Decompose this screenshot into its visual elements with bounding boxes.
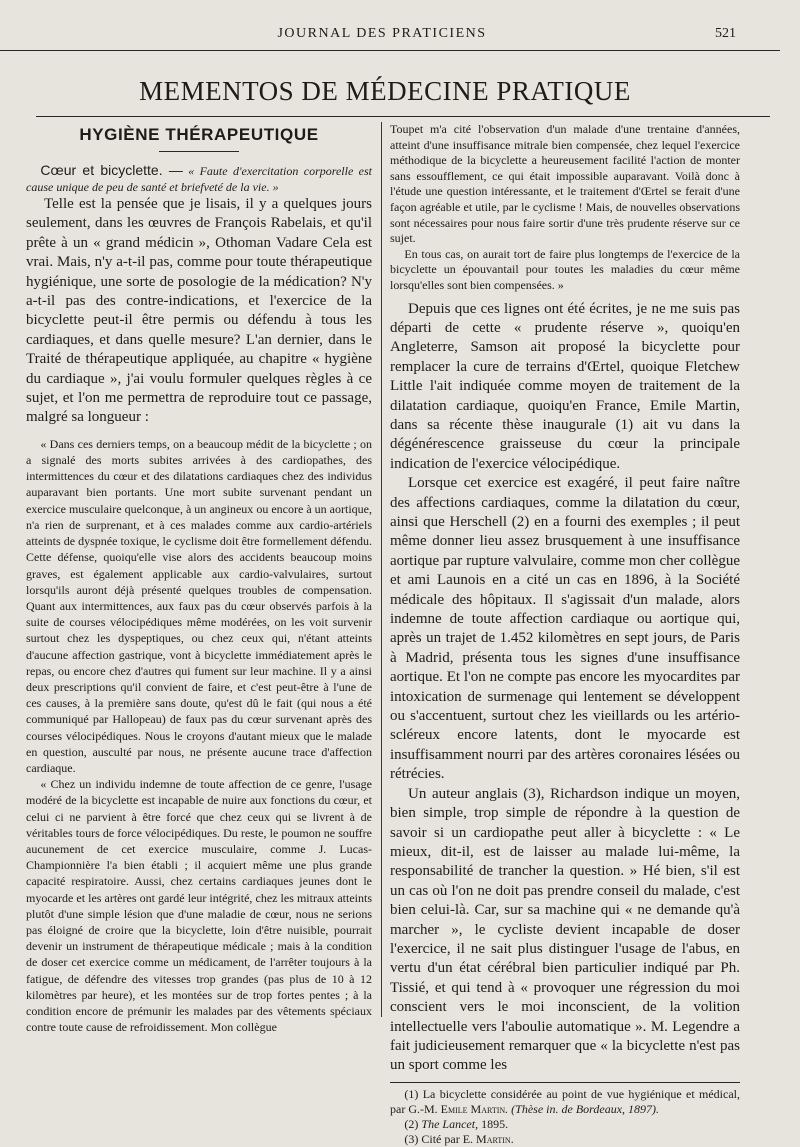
quote-continuation: Toupet m'a cité l'observation d'un malade d'une trentaine d'années, atteint d'une insuffisance mitrale bien compensée, chez lequel l'exercice méthodique de la bicyclette a heureusement facilité l'action de monter sans essoufflement, ce qui était impossible auparavant. Voilà donc à l'étude une question intéressante, et le traitement d'Œrtel se ferait d'une façon agréable et utile, par le cyclisme ! Mais, de nouvelles observations sont nécessaires pour nous faire sortir d'une très prudente réserve sur ce sujet.	[390, 122, 740, 246]
lead-epigraph: « Faute d'exercitation corporelle est cause unique de peu de santé et briefveté de la vie. »	[26, 163, 372, 194]
section-heading: HYGIÈNE THÉRAPEUTIQUE	[79, 125, 319, 144]
quote-paragraph: « Dans ces derniers temps, on a beaucoup médit de la bicyclette ; on a signalé des morts subites arrivées à des cardiopathes, des intermittences du cœur et des dilatations cardiaques chez des individus auparavant bien portants. Une mort subite survenant pendant un exercice musculaire quelconque, à un angineux ou encore à un aortique, n'a rien de surprenant, et à ces malades comme aux cardio-artériels atteints de dyspnée toxique, le cyclisme doit être formellement défendu. Cette défense, quoiqu'elle vise alors des accidents beaucoup moins graves, est également applicable aux cardio-valvulaires, surtout lorsqu'ils auront déjà présenté quelques troubles de compensation. Quant aux intermittences, aux faux pas du cœur observés parfois à la suite de courses vélocipédiques même modérées, on les voit survenir surtout chez les dyspeptiques, ou chez ceux qui, n'étant atteints d'aucune affection gastrique, vont à bicyclette immédiatement après le repas, ou encore chez d'autres qui fument sur leur machine. Il y a ainsi deux prescriptions qu'il convient de faire, et c'est peut-être à l'une de ces causes, à la première sans doute, qu'est dû le fait (qui nous a été communiqué par Hallopeau) de faux pas du cœur survenant après des courses vélocipédiques. Nous le croyons d'autant mieux que le malade en question, ausculté par nous, ne présente aucune trace d'affection cardiaque.	[26, 436, 372, 775]
quote-paragraph: « Chez un individu indemne de toute affection de ce genre, l'usage modéré de la bicyclette est incapable de nuire aux fonctions du cœur, et celui ci ne parvient à être forcé que chez ceux qui se livrent à de véritables tours de force vélocipédiques. Du reste, le poumon ne souffre aucunement de cet exercice musculaire, comme J. Lucas-Championnière l'a bien établi ; il acquiert même une plus grande capacité respiratoire. Aussi, chez certains cardiaques jeunes dont le myocarde et les artères ont gardé leur intégrité, chez les mitraux atteints plutôt d'une simple lésion que d'une maladie de cœur, nous ne serions pas éloigné de croire que la bicyclette, loin d'être nuisible, pourrait devenir un instrument de thérapeutique médicale ; mais à la condition de doser cet exercice comme un médicament, de l'arrêter toujours à la fatigue, de défendre des vitesses trop grandes (pas plus de 10 à 12 kilomètres par heure), et les montées sur de trop fortes pentes ; à la condition encore de prémunir les malades par des vêtements spéciaux contre toute cause de refroidissement. Mon collègue	[26, 777, 372, 1035]
title-rule	[36, 116, 770, 117]
left-column	[26, 122, 372, 1035]
section-heading-rule	[159, 151, 239, 152]
body-paragraph: Un auteur anglais (3), Richardson indique un moyen, bien simple, trop simple de répondre à la question de savoir si un cardiopathe peut aller à bicyclette : « Le mieux, dit-il, est de laisser au malade lui-même, la responsabilité de trancher la question. » Hé bien, s'il est un cas où l'on ne doit pas prendre conseil du malade, c'est bien celui-là. Car, sur sa machine qui « ne demande qu'à marcher », le cycliste devient incapable de doser l'exercice, il ne sait plus distinguer l'usage de l'abus, en vertu d'un état cérébral bien particulier indiqué par Ph. Tissié, et qui tend à « provoquer une régression du moi conscient vers le moi inconscient, de la volition intellectuelle vers l'aboulie automatique ». M. Legendre a fait judicieusement remarquer que « la bicyclette n'est pas un sport comme les	[390, 785, 740, 1074]
body-paragraph: Lorsque cet exercice est exagéré, il peut faire naître des affections cardiaques, comme la dilatation du cœur, ainsi que Herschell (2) en a fourni des exemples ; il peut même donner lieu assez brusquement à une insuffisance aortique par rupture valvulaire, comme mon cher collègue et ami Launois en a cité un cas en 1896, à la Société médicale des hôpitaux. Il s'agissait d'un malade, alors indemne de toute affection cardiaque ou aortique qui, après un trajet de 1.452 kilomètres en sept jours, de Paris à Madrid, présenta tous les signes d'une insuffisance aortique. Et l'on ne compte pas encore les myocardites par intoxication de surmenage qui lentement se développent ou s'accentuent, surtout chez les vieillards ou les artério-scléreux encore latents, dont le myocarde est insuffisamment nourri par des artères coronaires lésées ou rétrécies.	[390, 475, 740, 783]
page-number: 521	[715, 26, 736, 41]
right-column	[390, 122, 740, 1147]
lead-paragraph	[26, 162, 372, 195]
running-title: JOURNAL DES PRATICIENS	[277, 26, 487, 41]
quote-paragraph: En tous cas, on aurait tort de faire plus longtemps de l'exercice de la bicyclette un épouvantail pour toutes les maladies du cœur même lorsqu'elles sont bien compensées. »	[390, 246, 740, 292]
footnote-2: (2) The Lancet, 1895.	[404, 1116, 509, 1131]
footnote-1: (1) La bicyclette considérée au point de vue hygiénique et médical, par G.-M. Emile Martin. (Thèse in. de Bordeaux, 1897).	[390, 1086, 740, 1116]
body-paragraph: Telle est la pensée que je lisais, il y a quelques jours seulement, dans les œuvres de François Rabelais, et qu'il prête à un « grand médicin », Othoman Vadare Cela est vrai. Mais, n'y a-t-il pas, comme pour toute thérapeutique hygiénique, une sorte de posologie de la médication? N'y a-t-il pas des contre-indications, et l'exercice de la bicyclette peut-il être permis ou défendu à tous les cardiaques, et dans quelle mesure? L'an dernier, dans le Traité de thérapeutique appliquée, au chapitre « hygiène du cardiaque », j'ai voulu formuler quelques règles à ce sujet, et l'on me permettra de reproduire tout ce passage, malgré sa longueur :	[26, 196, 372, 426]
footnotes	[390, 1082, 740, 1147]
column-divider	[381, 122, 382, 1017]
lead-runin: Cœur et bicyclette. —	[40, 161, 183, 178]
body-paragraph: Depuis que ces lignes ont été écrites, je ne me suis pas départi de cette « prudente réserve », quoiqu'en Angleterre, Samson ait proposé la bicyclette pour remplacer la cure de terrains d'Œrtel, quoique Fletchew Little l'ait indiquée comme moyen de traitement de la dilatation cardiaque, quoiqu'en France, Emile Martin, dans sa récente thèse inaugurale (1) ait vu dans la dégénérescence graisseuse du cœur la principale indication de l'exercice vélocipédique.	[390, 300, 740, 472]
main-title: MEMENTOS DE MÉDECINE PRATIQUE	[139, 76, 631, 106]
header-rule	[0, 50, 780, 51]
quote-block	[26, 436, 372, 1036]
running-header	[28, 26, 736, 46]
footnote-3: (3) Cité par E. Martin.	[404, 1131, 514, 1146]
